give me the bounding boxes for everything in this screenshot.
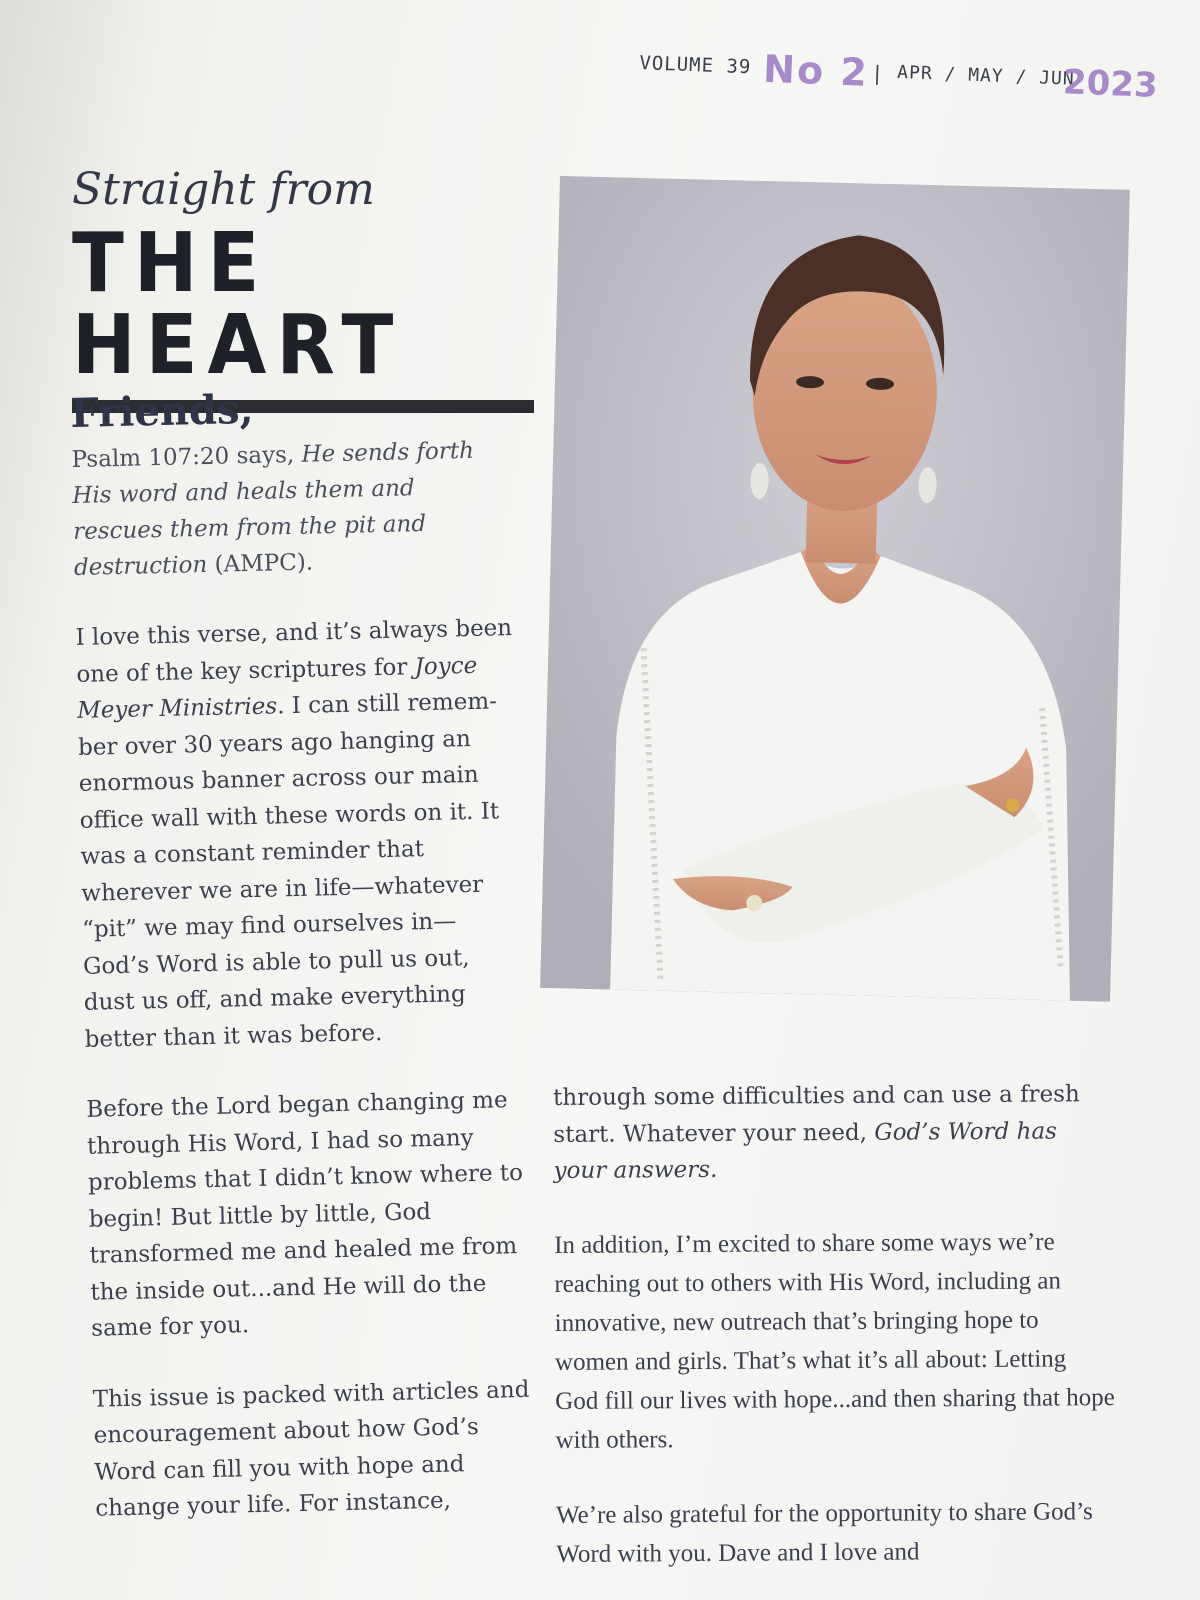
author-photo — [540, 176, 1130, 1002]
volume-label: VOLUME 39 — [639, 51, 752, 79]
letter-left-column — [70, 382, 556, 1528]
letter-greeting: Friends, — [69, 385, 254, 437]
paragraph-1 — [75, 610, 525, 1058]
letter-right-column — [553, 1076, 1116, 1573]
paragraph-3: This issue is packed with articles and encouragement about how God’s Word can fill you with hope and change your life. For instance, — [92, 1376, 530, 1522]
psalm-verse: He sends forth His word and heals them and rescues them from the pit and destruction — [72, 437, 475, 581]
portrait-illustration — [540, 176, 1130, 1002]
issue-number: No 2 — [762, 46, 870, 95]
paragraph-4-emphasis: God’s Word has your answers. — [553, 1117, 1058, 1184]
paragraph-4 — [553, 1076, 1114, 1189]
paragraph-2: Before the Lord began changing me through His Word, I had so many problems that I didn’t know where to begin! But little by little, God transformed me and healed me from the inside out...and He will do the same for you. — [85, 1087, 524, 1342]
paragraph-1-text-a: I love this verse, and it’s always been one of the key scriptures for — [75, 615, 513, 688]
psalm-version: (AMPC). — [206, 549, 314, 578]
masthead — [638, 48, 1160, 128]
ministry-name: Joyce Meyer Ministries — [76, 652, 478, 724]
issue-months: APR / MAY / JUN — [896, 61, 1076, 90]
title-heading: THE HEART — [72, 214, 404, 393]
psalm-reference: Psalm 107:20 says, — [71, 441, 302, 473]
paragraph-4-text: through some difficulties and can use a fresh start. Whatever your need, — [553, 1081, 1080, 1148]
title-kicker: Straight from — [72, 164, 375, 215]
psalm-quote — [71, 432, 504, 586]
paragraph-5: In addition, I’m excited to share some ways we’re reaching out to others with His Word, including an innovative, new outreach that’s bringing hope to women and girls. That’s what it’s all about: Letting God fill our lives with hope...and then sharing that hope with others. — [554, 1228, 1115, 1454]
paragraph-6: We’re also grateful for the opportunity to share God’s Word with you. Dave and I love and — [555, 1497, 1093, 1568]
article-title — [72, 164, 542, 413]
paragraph-1-text-b: . I can still remember over 30 years ago hanging an enormous banner across our main office wall with these words on it. It was a constant reminder that wherever we are in life—whatever “pit” we may find ourselves in—God’s Word is able to pull us out, dust us off, and make everything better than it was before. — [77, 688, 500, 1053]
issue-year: 2023 — [1062, 62, 1159, 106]
masthead-separator: | — [870, 60, 884, 86]
